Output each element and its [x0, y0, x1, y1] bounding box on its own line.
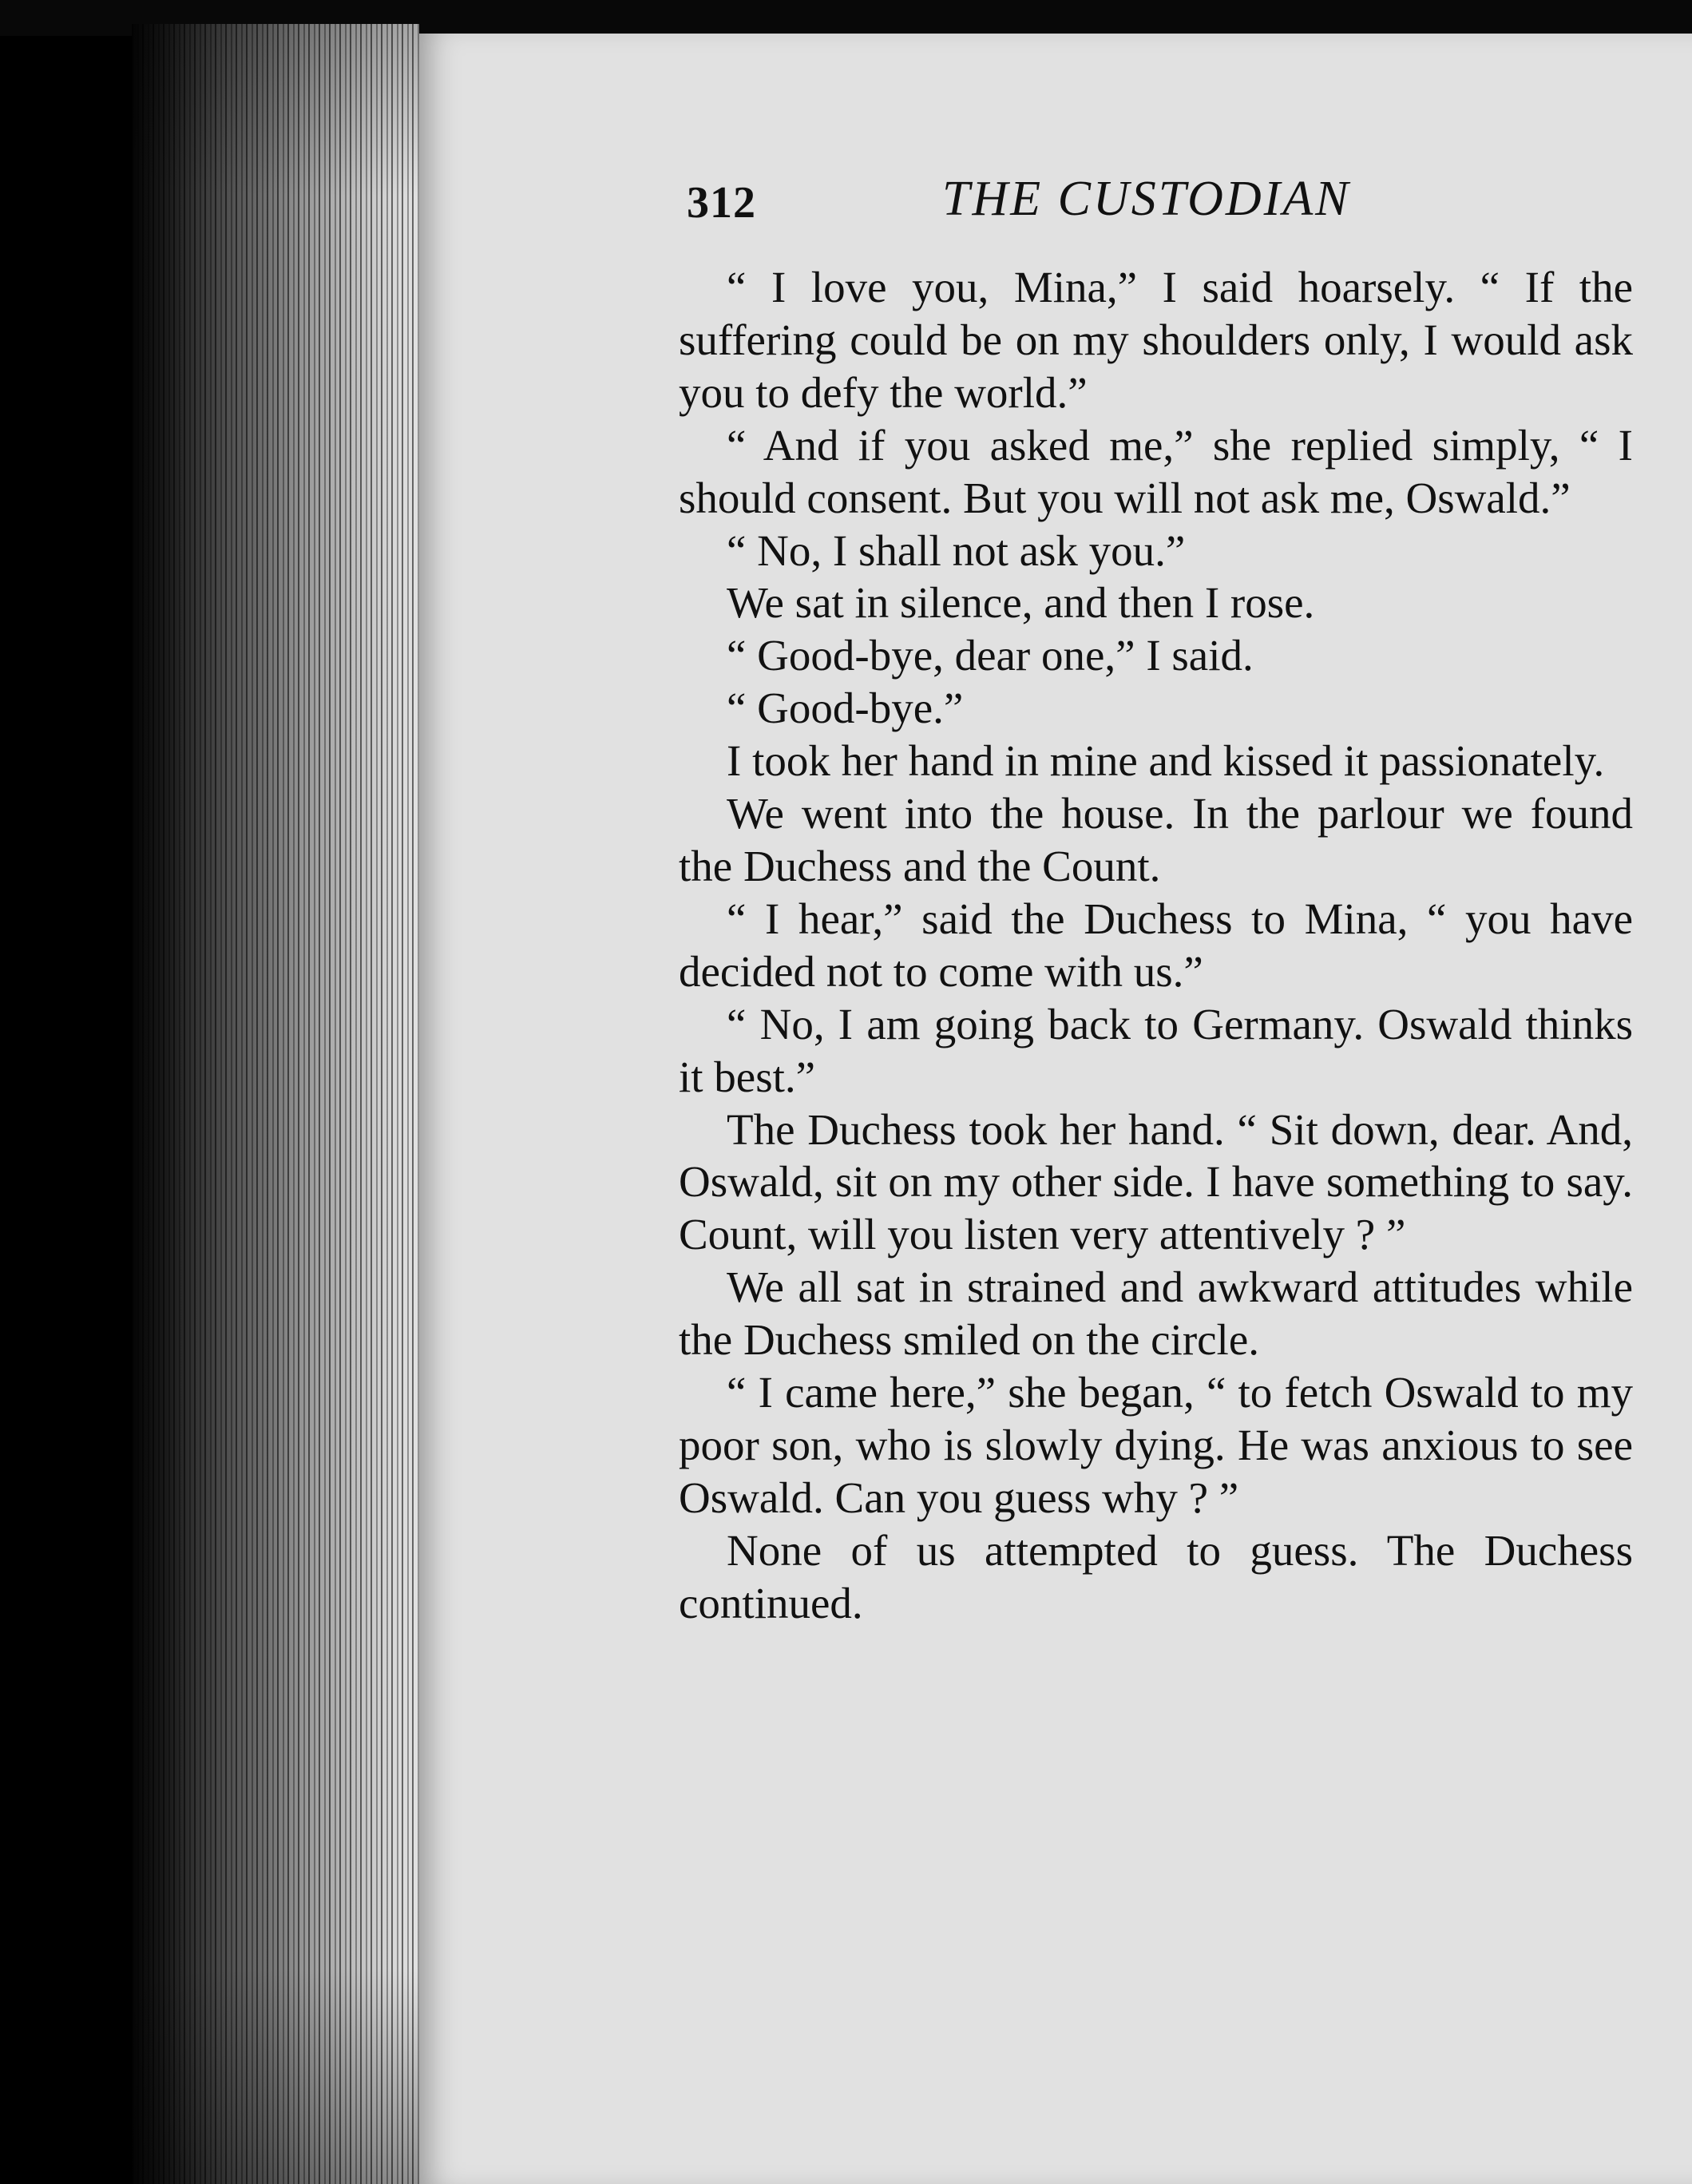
paragraph: “ No, I shall not ask you.”	[727, 525, 1186, 575]
paragraph: We all sat in strained and awkward attitudes while the Duchess smiled on the circle.	[679, 1262, 1633, 1365]
paragraph: “ Good-bye, dear one,” I said.	[727, 631, 1254, 680]
paragraph: “ I came here,” she began, “ to fetch Oswald to my poor son, who is slowly dying. He was anxious to see Oswald. Can you guess why ? ”	[679, 1368, 1633, 1522]
paragraph: “ I love you, Mina,” I said hoarsely. “ If the suffering could be on my shoulders only, I would ask you to defy the world.”	[679, 263, 1633, 417]
page-number: 312	[687, 178, 756, 228]
paragraph: I took her hand in mine and kissed it passionately.	[727, 736, 1605, 786]
paragraph: “ Good-bye.”	[727, 684, 964, 733]
paragraph: None of us attempted to guess. The Duchess continued.	[679, 1525, 1633, 1627]
paragraph: We went into the house. In the parlour we found the Duchess and the Count.	[679, 789, 1633, 890]
paragraph: We sat in silence, and then I rose.	[727, 578, 1315, 628]
page-header	[687, 169, 1405, 241]
paragraph: The Duchess took her hand. “ Sit down, dear. And, Oswald, sit on my other side. I have something to say. Count, will you listen very attentively ? ”	[679, 1104, 1633, 1259]
body-text	[679, 261, 1633, 1630]
page-edges-shadow	[132, 24, 419, 2184]
book-page	[419, 34, 1692, 2184]
paragraph: “ I hear,” said the Duchess to Mina, “ you have decided not to come with us.”	[679, 894, 1633, 996]
paragraph: “ No, I am going back to Germany. Oswald thinks it best.”	[679, 999, 1633, 1101]
running-title: THE CUSTODIAN	[942, 172, 1351, 226]
paragraph: “ And if you asked me,” she replied simply, “ I should consent. But you will not ask me, Oswald.”	[679, 420, 1633, 522]
